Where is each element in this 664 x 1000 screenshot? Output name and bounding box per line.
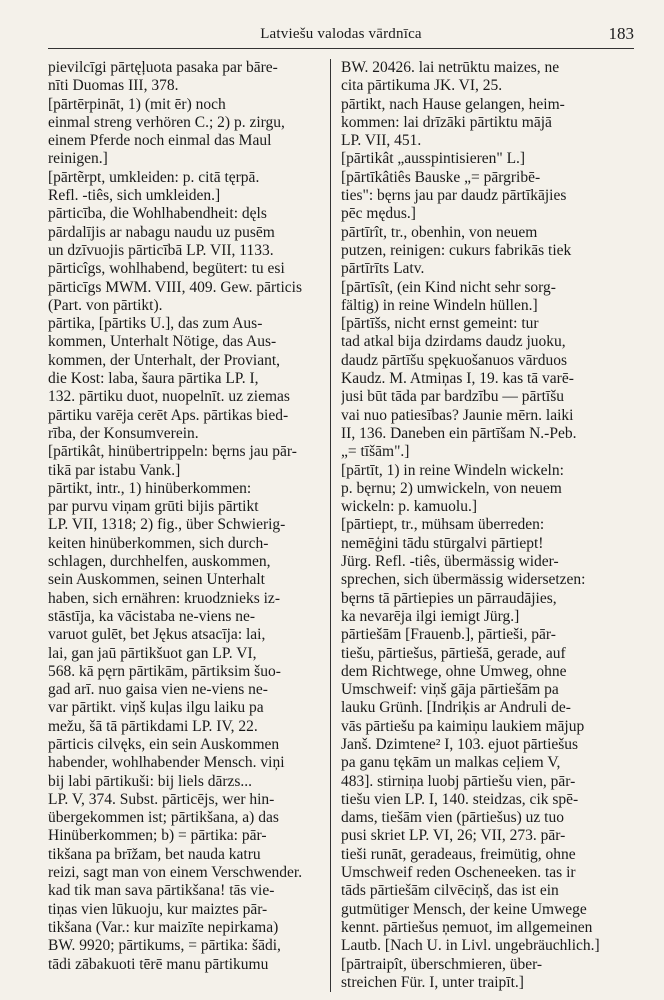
- text-line: die Kost: laba, šaura pārtika LP. I,: [48, 370, 259, 388]
- text-line: [pārtraipît, überschmieren, über-: [341, 955, 543, 973]
- text-line: übergekommen ist; pārtikšana, a) das: [48, 809, 279, 827]
- text-line: sprechen, sich übermässig widersetzen:: [341, 571, 586, 589]
- text-line: pārtika, [pārtiks U.], das zum Aus-: [48, 315, 263, 333]
- text-line: pārticîgs, wohlhabend, begütert: tu esi: [48, 260, 285, 278]
- text-line: keiten hinüberkommen, sich durch-: [48, 534, 269, 552]
- text-line: haben, sich ernähren: kruodznieks iz-: [48, 589, 280, 607]
- text-line: [pārtikât, hinübertrippeln: bęrns jau pār-: [48, 443, 297, 461]
- text-line: habender, wohlhabender Mensch. viņi: [48, 754, 285, 772]
- right-column: [331, 59, 613, 992]
- text-line: BW. 20426. lai netrūktu maizes, ne: [341, 59, 560, 76]
- text-line: ties": bęrns jau par daudz pārtīkājies: [341, 187, 567, 205]
- text-line: vās pārtiešu pa kaimiņu laukiem mājup: [341, 717, 585, 735]
- text-line: gad arī. nuo gaisa vien ne-viens ne-: [48, 681, 268, 699]
- text-line: fältig) in reine Windeln hüllen.]: [341, 296, 538, 314]
- text-line: LP. VII, 451.: [341, 132, 422, 150]
- text-line: tiešu vien LP. I, 140. steidzas, cik spē-: [341, 790, 579, 808]
- text-line: lai, gan jaū pārtikšuot gan LP. VI,: [48, 644, 257, 662]
- text-line: Kaudz. M. Atmiņas I, 19. kas tā varē-: [341, 370, 574, 388]
- text-line: cita pārtikuma JK. VI, 25.: [341, 77, 503, 95]
- text-line: pārtikt, nach Hause gelangen, heim-: [341, 95, 565, 113]
- text-line: reizi, sagt man von einem Verschwender.: [48, 864, 303, 882]
- text-line: II, 136. Daneben ein pārtīšam N.-Peb.: [341, 424, 577, 442]
- text-line: gutmütiger Mensch, der keine Umwege: [341, 900, 587, 918]
- text-line: bęrns tā pārtiepies un pārraudājies,: [341, 589, 557, 607]
- text-line: kad tik man sava pārtikšana! tās vie-: [48, 882, 275, 900]
- text-line: pārtikt, intr., 1) hinüberkommen:: [48, 479, 252, 497]
- text-line: pievilcīgi pārtęļuota pasaka par bāre-: [48, 59, 278, 76]
- text-line: pārticis cilvęks, ein sein Auskommen: [48, 735, 280, 753]
- text-line: pārtīrît, tr., obenhin, von neuem: [341, 223, 538, 241]
- text-line: Umschweif reden Oscheneeken. tas ir: [341, 864, 576, 882]
- text-line: Lautb. [Nach U. in Livl. ungebräuchlich.]: [341, 937, 600, 955]
- text-line: tāds pārtiešām cilvēciņš, das ist ein: [341, 882, 559, 900]
- text-line: stāstīja, ka vācistaba ne-viens ne-: [48, 607, 256, 625]
- text-line: (Part. von pārtikt).: [48, 296, 163, 314]
- text-line: 483]. stirniņa luobj pārtiešu vien, pār-: [341, 772, 576, 790]
- text-line: var pārtikt. viņš kuļas ilgu laiku pa: [48, 699, 264, 717]
- text-line: vai nuo patiesības? Jaunie mērn. laiki: [341, 406, 574, 424]
- text-line: kommen, der Unterhalt, der Proviant,: [48, 351, 281, 369]
- text-line: un dzīvuojis pārticībā LP. VII, 1133.: [48, 241, 274, 259]
- text-line: BW. 9920; pārtikums, = pārtika: šādi,: [48, 937, 281, 955]
- text-line: einmal streng verhören C.; 2) p. zirgu,: [48, 113, 285, 131]
- text-line: [pārtīsît, (ein Kind nicht sehr sorg-: [341, 278, 556, 296]
- text-line: ka nevarēja ilgi iemigt Jürg.]: [341, 607, 520, 625]
- columns: [48, 59, 634, 992]
- text-line: „= tīšām".]: [341, 443, 410, 461]
- text-line: 132. pārtiku duot, nuopelnīt. uz ziemas: [48, 388, 290, 406]
- text-line: pusi skriet LP. VI, 26; VII, 273. pār-: [341, 827, 566, 845]
- text-line: p. bęrnu; 2) umwickeln, von neuem: [341, 479, 562, 497]
- text-line: LP. VII, 1318; 2) fig., über Schwierig-: [48, 516, 286, 534]
- text-line: tiņas vien lūkuoju, kur maiztes pār-: [48, 900, 268, 918]
- text-line: 568. kā pęrn pārtikām, pārtiksim šuo-: [48, 662, 281, 680]
- text-line: [pārtērpināt, 1) (mit ēr) noch: [48, 95, 226, 113]
- text-line: Jürg. Refl. -tiês, übermässig wider-: [341, 553, 559, 571]
- text-line: tad atkal bija dzirdams daudz juoku,: [341, 333, 566, 351]
- text-line: [pārtẽrpt, umkleiden: p. citā tęrpā.: [48, 168, 260, 186]
- text-line: pārticība, die Wohlhabendheit: dęls: [48, 205, 267, 223]
- text-line: dem Richtwege, ohne Umweg, ohne: [341, 662, 567, 680]
- text-line: [pārtikât „ausspintisieren" L.]: [341, 150, 526, 168]
- text-line: varuot gulēt, bet Jękus atsacīja: lai,: [48, 626, 266, 644]
- text-line: kommen: lai drīzāki pārtiktu mājā: [341, 113, 552, 131]
- text-line: tieši runāt, geradeaus, freimütig, ohne: [341, 845, 576, 863]
- text-line: [pārtiept, tr., mühsam überreden:: [341, 516, 545, 534]
- text-line: LP. V, 374. Subst. pārticējs, wer hin-: [48, 790, 275, 808]
- text-line: kennt. pārtiešus ņemuot, im allgemeinen: [341, 918, 593, 936]
- text-line: bij labi pārtikuši: bij liels dārzs...: [48, 772, 253, 790]
- text-line: streichen Für. I, unter traipīt.]: [341, 973, 524, 991]
- text-line: Umschweif: viņš gāja pārtiešām pa: [341, 681, 559, 699]
- text-line: pēc mędus.]: [341, 205, 416, 223]
- text-line: pārtiku varēja cerēt Aps. pārtikas bied-: [48, 406, 289, 424]
- text-line: tikšana pa brīžam, bet nauda katru: [48, 845, 261, 863]
- text-line: tiešu, pārtiešus, pārtiešā, gerade, auf: [341, 644, 566, 662]
- text-line: tikšana (Var.: kur maizīte nepirkama): [48, 918, 279, 936]
- text-line: rība, der Konsumverein.: [48, 424, 199, 442]
- text-line: [pārtīt, 1) in reine Windeln wickeln:: [341, 461, 564, 479]
- text-line: jusi būt tāda par bardzību — pārtīšu: [341, 388, 564, 406]
- text-line: nemēģini tādu stūrgalvi pārtiept!: [341, 534, 544, 552]
- text-line: lauku Grünh. [Indriķis ar Andruli de-: [341, 699, 571, 717]
- text-line: tādi zābakuoti tērē manu pārtikumu: [48, 955, 269, 973]
- text-line: pārtiešām [Frauenb.], pārtieši, pār-: [341, 626, 556, 644]
- text-line: reinigen.]: [48, 150, 108, 168]
- text-line: Hinüberkommen; b) = pārtika: pār-: [48, 827, 267, 845]
- text-line: pārdalījis ar nabagu naudu uz pusēm: [48, 223, 275, 241]
- text-line: kommen, Unterhalt Nötige, das Aus-: [48, 333, 277, 351]
- text-line: pa ganu tękām un malkas ceļiem V,: [341, 754, 561, 772]
- text-line: pārtīrīts Latv.: [341, 260, 425, 278]
- header-rule: [48, 48, 634, 49]
- text-line: [pārtīšs, nicht ernst gemeint: tur: [341, 315, 539, 333]
- text-line: [pārtīkâtiês Bauske „= pārgribē-: [341, 168, 541, 186]
- text-line: mežu, šā tā pārtikdami LP. IV, 22.: [48, 717, 258, 735]
- text-line: putzen, reinigen: cukurs fabrikās tiek: [341, 241, 572, 259]
- text-line: einem Pferde noch einmal das Maul: [48, 132, 272, 150]
- text-line: dams, tiešām vien (pārtiešus) uz tuo: [341, 809, 564, 827]
- text-line: sein Auskommen, seinen Unterhalt: [48, 571, 265, 589]
- text-line: wickeln: p. kamuolu.]: [341, 498, 478, 516]
- text-line: nīti Duomas III, 378.: [48, 77, 179, 95]
- text-line: daudz pārtīšu spękuošanuos vārduos: [341, 351, 567, 369]
- text-line: par purvu viņam grūti bijis pārtikt: [48, 498, 259, 516]
- running-title: Latviešu valodas vārdnīca: [260, 26, 422, 42]
- text-line: schlagen, durchhelfen, auskommen,: [48, 553, 271, 571]
- text-line: Janš. Dzimtene² I, 103. ejuot pārtiešus: [341, 735, 579, 753]
- text-line: pārticīgs MWM. VIII, 409. Gew. pārticis: [48, 278, 302, 296]
- page-header: [48, 20, 634, 44]
- left-column: [48, 59, 330, 992]
- text-line: tikā par istabu Vank.]: [48, 461, 181, 479]
- text-line: Refl. -tiês, sich umkleiden.]: [48, 187, 221, 205]
- page-number: 183: [608, 24, 634, 43]
